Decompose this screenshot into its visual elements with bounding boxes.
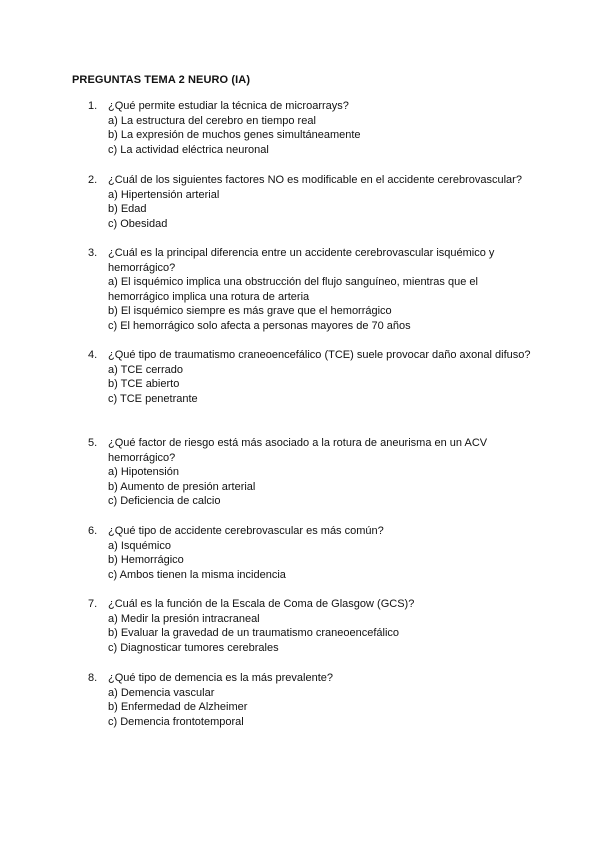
answer-options bbox=[108, 188, 538, 232]
answer-option-c: c) Demencia frontotemporal bbox=[108, 715, 244, 728]
question-text: ¿Qué factor de riesgo está más asociado a la rotura de aneurisma en un ACV hemorrágico? bbox=[108, 437, 488, 464]
answer-option-b: b) Enfermedad de Alzheimer bbox=[108, 701, 248, 713]
question-body bbox=[108, 348, 538, 406]
question-body bbox=[108, 246, 538, 333]
answer-option-b: b) La expresión de muchos genes simultáneamente bbox=[108, 129, 361, 141]
question-body bbox=[108, 173, 538, 231]
answer-option-a: a) TCE cerrado bbox=[108, 363, 183, 376]
question-text: ¿Cuál es la principal diferencia entre un accidente cerebrovascular isquémico y hemorrágico? bbox=[108, 247, 495, 274]
question-body bbox=[108, 99, 538, 157]
answer-options bbox=[108, 465, 538, 509]
question-number: 6. bbox=[88, 525, 98, 537]
answer-option-a: a) El isquémico implica una obstrucción del flujo sanguíneo, mientras que el hemorrágico implica una rotura de arteria bbox=[108, 276, 478, 303]
question-text: ¿Cuál es la función de la Escala de Coma de Glasgow (GCS)? bbox=[108, 598, 415, 610]
question-number: 8. bbox=[88, 672, 98, 684]
question-text: ¿Qué permite estudiar la técnica de microarrays? bbox=[108, 100, 349, 112]
answer-options bbox=[108, 539, 538, 583]
document-title: PREGUNTAS TEMA 2 NEURO (IA) bbox=[72, 74, 251, 86]
question-number: 3. bbox=[88, 247, 98, 259]
question-number: 5. bbox=[88, 437, 98, 449]
answer-options bbox=[108, 612, 538, 656]
answer-option-c: c) Deficiencia de calcio bbox=[108, 495, 221, 507]
question-body bbox=[108, 436, 538, 509]
answer-option-b: b) TCE abierto bbox=[108, 378, 180, 390]
answer-options bbox=[108, 114, 538, 158]
question-text: ¿Qué tipo de demencia es la más prevalente? bbox=[108, 672, 334, 684]
answer-option-a: a) Hipertensión arterial bbox=[108, 188, 220, 201]
answer-option-b: b) Hemorrágico bbox=[108, 554, 184, 566]
question-number: 1. bbox=[88, 100, 98, 112]
question-body bbox=[108, 597, 538, 655]
answer-option-a: a) Isquémico bbox=[108, 539, 171, 552]
answer-option-a: a) Medir la presión intracraneal bbox=[108, 612, 260, 625]
question-body bbox=[108, 671, 538, 729]
answer-option-c: c) Obesidad bbox=[108, 217, 168, 230]
answer-option-b: b) Aumento de presión arterial bbox=[108, 480, 256, 493]
question-body bbox=[108, 524, 538, 582]
answer-options bbox=[108, 275, 538, 333]
answer-option-c: c) El hemorrágico solo afecta a personas mayores de 70 años bbox=[108, 319, 411, 332]
answer-option-a: a) La estructura del cerebro en tiempo real bbox=[108, 114, 316, 127]
question-text: ¿Qué tipo de traumatismo craneoencefálico (TCE) suele provocar daño axonal difuso? bbox=[108, 349, 531, 361]
question-number: 2. bbox=[88, 174, 98, 186]
question-text: ¿Qué tipo de accidente cerebrovascular es más común? bbox=[108, 525, 384, 537]
question-number: 4. bbox=[88, 349, 98, 361]
answer-options bbox=[108, 686, 538, 730]
question-text: ¿Cuál de los siguientes factores NO es modificable en el accidente cerebrovascular? bbox=[108, 174, 522, 186]
answer-option-c: c) Ambos tienen la misma incidencia bbox=[108, 568, 286, 581]
answer-option-a: a) Demencia vascular bbox=[108, 686, 215, 699]
answer-option-b: b) Edad bbox=[108, 203, 147, 215]
answer-option-c: c) La actividad eléctrica neuronal bbox=[108, 143, 269, 156]
answer-options bbox=[108, 363, 538, 407]
answer-option-b: b) El isquémico siempre es más grave que el hemorrágico bbox=[108, 305, 392, 317]
question-number: 7. bbox=[88, 598, 98, 610]
answer-option-a: a) Hipotensión bbox=[108, 466, 179, 478]
answer-option-c: c) TCE penetrante bbox=[108, 392, 198, 405]
answer-option-c: c) Diagnosticar tumores cerebrales bbox=[108, 641, 279, 654]
answer-option-b: b) Evaluar la gravedad de un traumatismo craneoencefálico bbox=[108, 627, 400, 639]
